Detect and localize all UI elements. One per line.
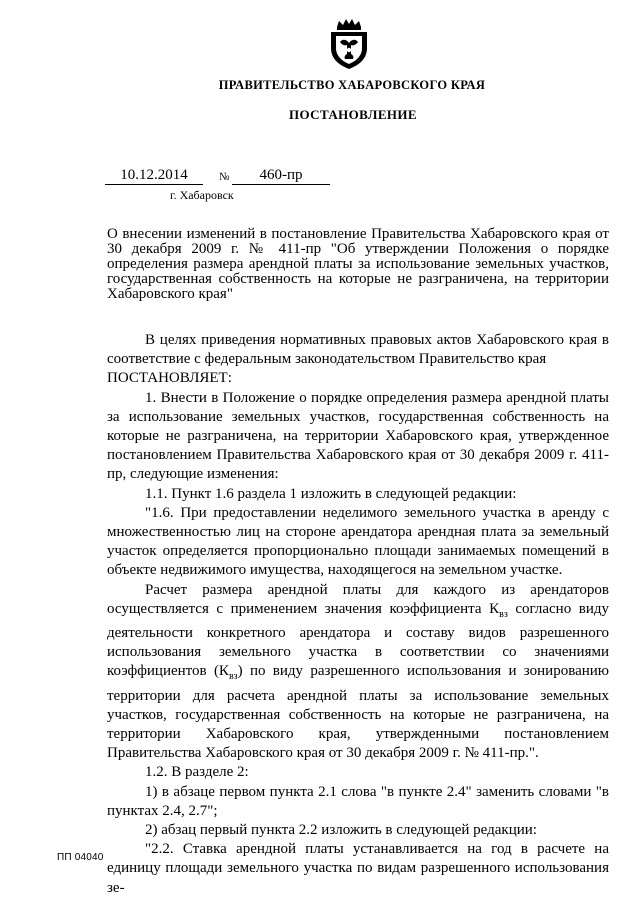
document-type: ПОСТАНОВЛЕНИЕ	[288, 107, 418, 122]
government-name: ПРАВИТЕЛЬСТВО ХАБАРОВСКОГО КРАЯ	[218, 78, 486, 92]
item-1-1-paragraph: 1.1. Пункт 1.6 раздела 1 изложить в следующей редакции:	[145, 485, 517, 502]
number-underline	[232, 184, 330, 185]
intro-paragraph: В целях приведения нормативных правовых актов Хабаровского края в соответствие с федеральным законодательством Правительство края	[107, 332, 609, 368]
calculation-text-middle: согласно виду деятельности конкретного арендатора и составу видов разрешенного использования земельного участка в соответствии со значениями коэффициентов (К	[107, 600, 609, 680]
calculation-text-end: ) по виду разрешенного использования и зонированию территории для расчета арендной платы за использование земельных участков, государственная собственность на которые не разграничена, на территории Хабаровского края, утвержденными постановлением Правительства Хабаровского края от 30 декабря 2009 г. № 411-пр.".	[107, 663, 609, 762]
item-1-2-paragraph: 1.2. В разделе 2:	[145, 764, 249, 781]
subitem-2-paragraph: 2) абзац первый пункта 2.2 изложить в следующей редакции:	[145, 822, 537, 839]
footer-code: ПП 04040	[57, 852, 104, 863]
document-number: 460-пр	[259, 167, 303, 183]
coat-of-arms-icon	[327, 18, 371, 70]
coefficient-subscript: вз	[499, 608, 508, 620]
calculation-text-start: Расчет размера арендной платы для каждого из арендаторов осуществляется с применением значения коэффициента К	[107, 581, 609, 617]
item-1-paragraph: 1. Внести в Положение о порядке определения размера арендной платы за использование земельных участков, государственная собственность на которые не разграничена, на территории Хабаровского края, утвержденное постановлением Правительства Хабаровского края от 30 декабря 2009 г. 411-пр, следующие изменения:	[107, 389, 609, 483]
document-city: г. Хабаровск	[170, 188, 234, 202]
calculation-paragraph	[107, 581, 609, 764]
document-body	[107, 331, 609, 898]
date-underline	[105, 184, 203, 185]
quote-1-6-paragraph: "1.6. При предоставлении неделимого земельного участка в аренду с множественностью лиц на стороне арендатора арендная плата за земельный участок определяется пропорционально площади занимаемых помещений в объекте недвижимого имущества, находящегося на земельном участке.	[107, 504, 609, 579]
subitem-1-paragraph: 1) в абзаце первом пункта 2.1 слова "в пункте 2.4" заменить словами "в пунктах 2.4, 2.7";	[107, 783, 609, 819]
resolves-paragraph: ПОСТАНОВЛЯЕТ:	[107, 370, 232, 387]
quote-2-2-paragraph: "2.2. Ставка арендной платы устанавливается на год в расчете на единицу площади земельного участка по видам разрешенного использования зе-	[107, 841, 609, 896]
number-sign: №	[219, 171, 230, 183]
coefficient-subscript-2: вз	[228, 671, 238, 683]
document-date: 10.12.2014	[120, 167, 188, 183]
document-subject: О внесении изменений в постановление Правительства Хабаровского края от 30 декабря 2009 г. № 411-пр "Об утверждении Положения о порядке определения размера арендной платы за использование земельных участков, государственная собственность на которые не разграничена, на территории Хабаровского края"	[107, 226, 609, 302]
